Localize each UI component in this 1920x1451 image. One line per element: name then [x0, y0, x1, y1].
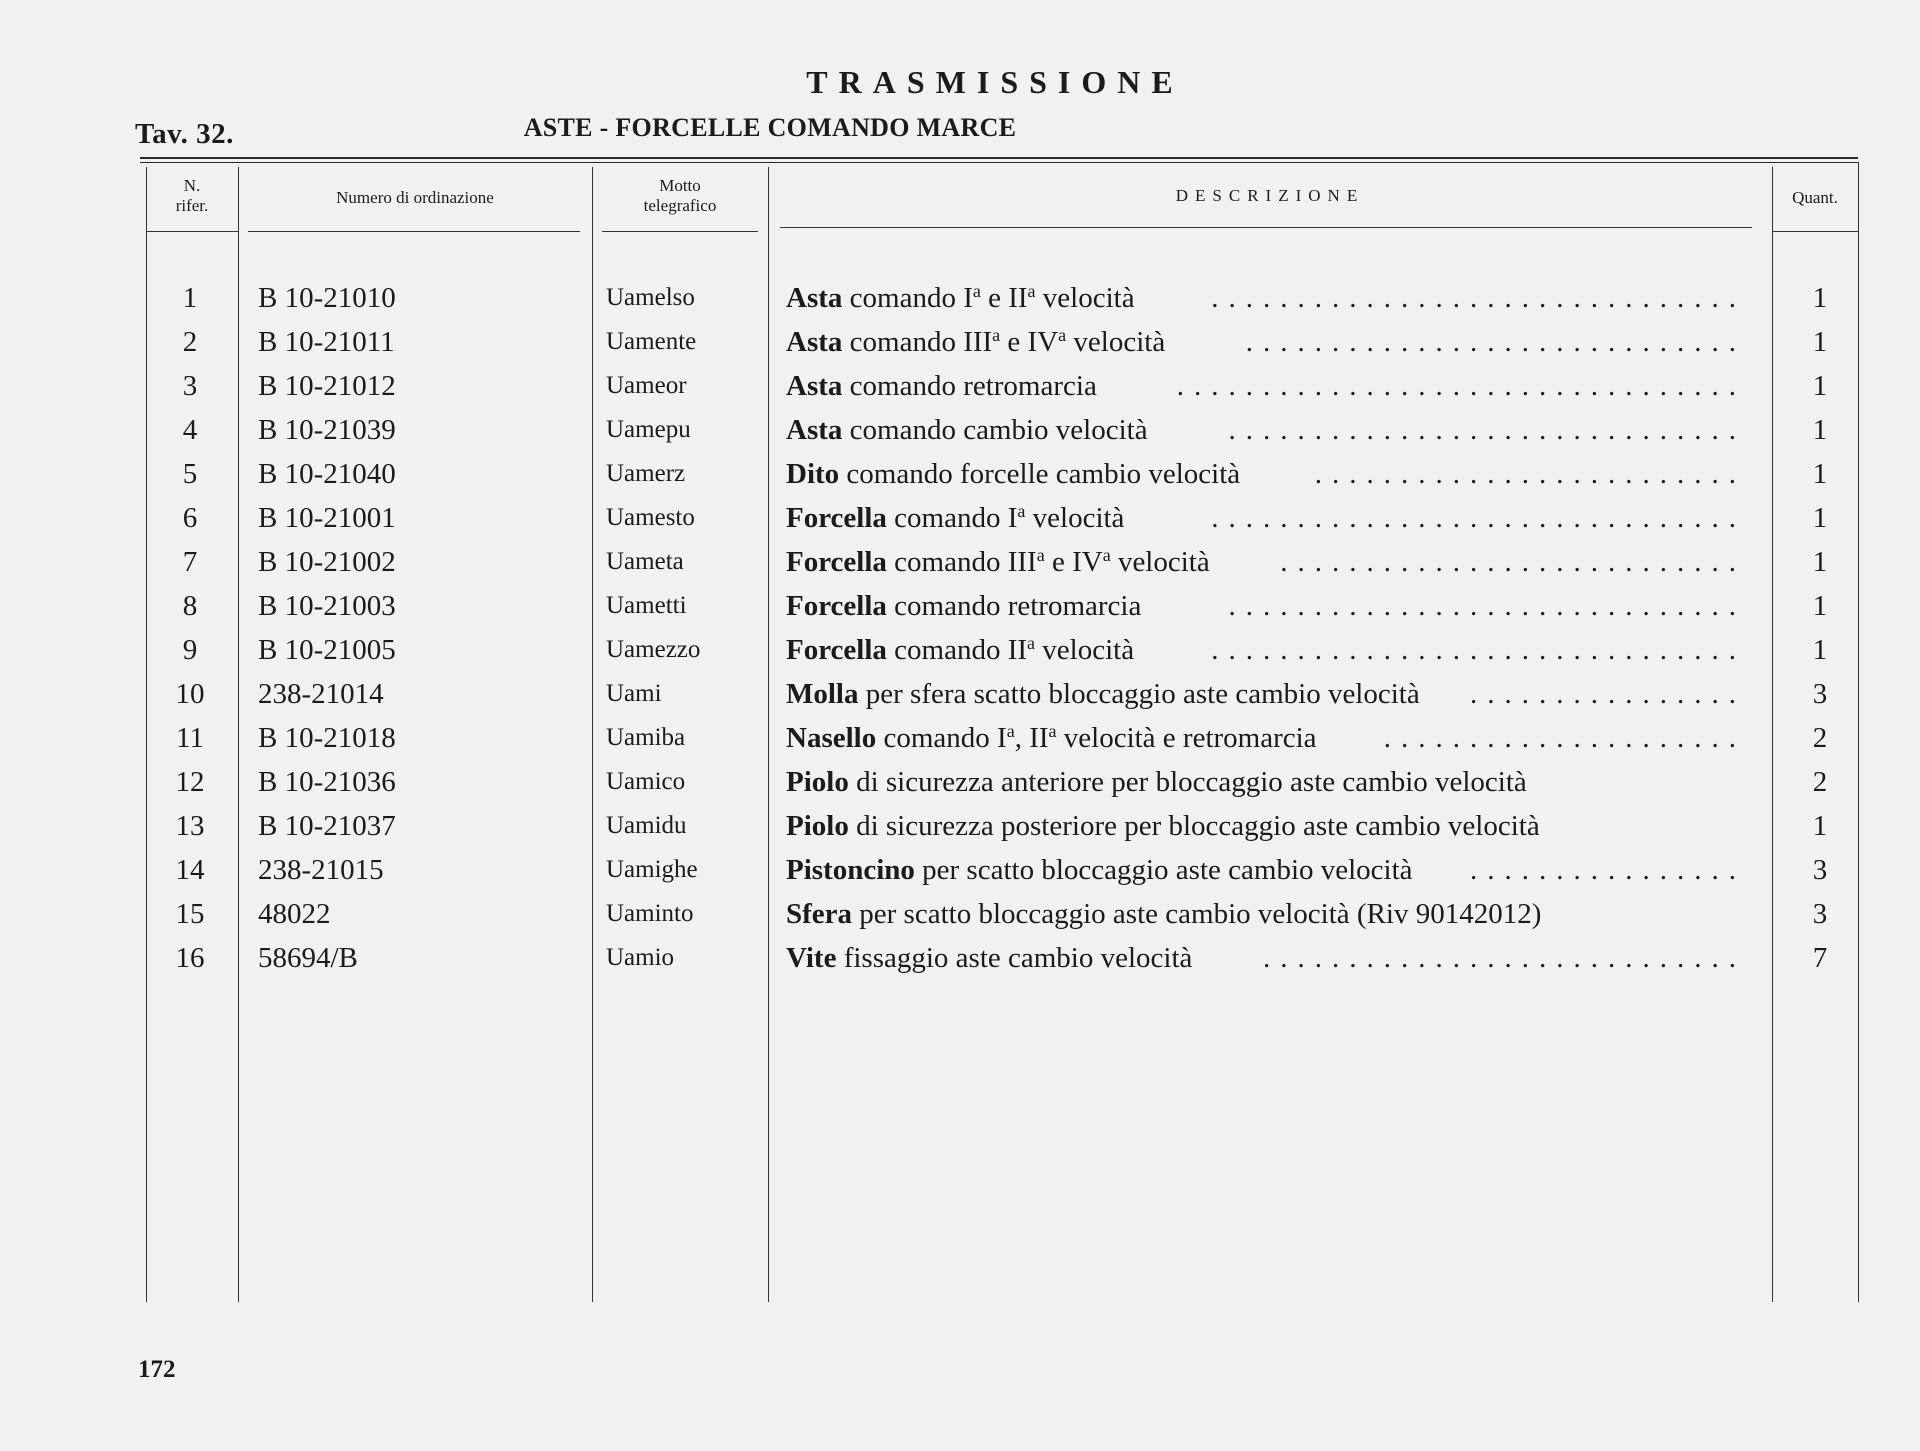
telegraphic-code: Uaminto: [606, 900, 694, 927]
quantity: 1: [1812, 458, 1828, 490]
description: [786, 408, 1746, 452]
dot-leader: ..............................: [1219, 408, 1747, 452]
telegraphic-code: Uamidu: [606, 812, 687, 839]
telegraphic-code: Uamepu: [606, 416, 691, 443]
quantity: 3: [1812, 678, 1828, 710]
header-motto-line2: telegrafico: [643, 196, 717, 215]
order-number: B 10-21005: [258, 634, 396, 666]
table-row: [0, 540, 1920, 584]
header-ref-line1: N.: [183, 176, 201, 195]
description-text: velocità: [1035, 282, 1135, 314]
description-superscript: a: [1006, 721, 1015, 741]
description: [786, 364, 1746, 408]
telegraphic-code: Uamico: [606, 768, 686, 795]
header-rule-top: [140, 157, 1858, 159]
plate-label: Tav. 32.: [135, 118, 234, 150]
ref-number: 15: [175, 898, 205, 930]
telegraphic-code: Uamente: [606, 328, 697, 355]
description: [786, 804, 1746, 848]
ref-number: 9: [182, 634, 198, 666]
order-number: B 10-21012: [258, 370, 396, 402]
quantity: 1: [1812, 590, 1828, 622]
description-part-name: Asta: [786, 414, 843, 446]
header-description: DESCRIZIONE: [1175, 186, 1365, 205]
header-underline: [248, 231, 580, 232]
description-text: comando I: [876, 722, 1007, 754]
description-part-name: Asta: [786, 282, 843, 314]
order-number: B 10-21010: [258, 282, 396, 314]
telegraphic-code: Uamesto: [606, 504, 695, 531]
order-number: 58694/B: [258, 942, 358, 974]
header-ref-line2: rifer.: [175, 196, 209, 215]
page-title: TRASMISSIONE: [806, 64, 1184, 100]
dot-leader: ...............................: [1201, 628, 1746, 672]
ref-number: 12: [175, 766, 205, 798]
quantity: 1: [1812, 414, 1828, 446]
description-text: velocità: [1110, 546, 1210, 578]
dot-leader: .................................: [1167, 364, 1746, 408]
description-text: comando II: [886, 634, 1028, 666]
description-text: comando retromarcia: [886, 590, 1142, 622]
header-quantity: Quant.: [1792, 188, 1838, 207]
quantity: 1: [1812, 282, 1828, 314]
description-part-name: Forcella: [786, 546, 887, 578]
table-row: [0, 408, 1920, 452]
header-motto: [592, 176, 768, 216]
quantity: 1: [1812, 634, 1828, 666]
description: [786, 496, 1746, 540]
header-underline: [1772, 231, 1858, 232]
order-number: 238-21014: [258, 678, 384, 710]
description-text: fissaggio aste cambio velocità: [836, 942, 1193, 974]
description-superscript: a: [1027, 281, 1036, 301]
dot-leader: ............................: [1253, 936, 1746, 980]
page-number: 172: [138, 1356, 176, 1383]
description: [786, 452, 1746, 496]
quantity: 1: [1812, 370, 1828, 402]
ref-number: 8: [182, 590, 198, 622]
order-number: B 10-21037: [258, 810, 396, 842]
telegraphic-code: Uamiba: [606, 724, 686, 751]
description-part-name: Forcella: [786, 634, 887, 666]
table-row: [0, 584, 1920, 628]
header-underline: [602, 231, 758, 232]
description-superscript: a: [992, 325, 1001, 345]
telegraphic-code: Uametti: [606, 592, 687, 619]
description-superscript: a: [1102, 545, 1111, 565]
telegraphic-code: Uameta: [606, 548, 684, 575]
quantity: 2: [1812, 722, 1828, 754]
table-row: [0, 760, 1920, 804]
description: [786, 936, 1746, 980]
description-part-name: Piolo: [786, 766, 849, 798]
table-row: [0, 452, 1920, 496]
description-part-name: Vite: [786, 942, 837, 974]
dot-leader: ................: [1460, 848, 1746, 892]
table-row: [0, 496, 1920, 540]
table-row: [0, 804, 1920, 848]
telegraphic-code: Uami: [606, 680, 662, 707]
description: [786, 320, 1746, 364]
description-part-name: Dito: [786, 458, 840, 490]
ref-number: 6: [182, 502, 198, 534]
description-text: e II: [980, 282, 1028, 314]
description-text: per scatto bloccaggio aste cambio velocità (Riv 90142012): [852, 898, 1542, 930]
table-row: [0, 936, 1920, 980]
table-row: [0, 892, 1920, 936]
description-part-name: Asta: [786, 326, 843, 358]
header-order-number: Numero di ordinazione: [336, 188, 494, 207]
description-text: e IV: [1044, 546, 1103, 578]
table-row: [0, 276, 1920, 320]
order-number: B 10-21003: [258, 590, 396, 622]
description-superscript: a: [1017, 501, 1026, 521]
telegraphic-code: Uamerz: [606, 460, 686, 487]
description: [786, 716, 1746, 760]
description: [786, 672, 1746, 716]
description-text: velocità: [1066, 326, 1166, 358]
table-row: [0, 716, 1920, 760]
page-subtitle: ASTE - FORCELLE COMANDO MARCE: [523, 113, 1017, 142]
order-number: 238-21015: [258, 854, 384, 886]
description-text: comando cambio velocità: [842, 414, 1148, 446]
order-number: B 10-21039: [258, 414, 396, 446]
quantity: 1: [1812, 546, 1828, 578]
description-text: di sicurezza posteriore per bloccaggio aste cambio velocità: [848, 810, 1540, 842]
description: [786, 848, 1746, 892]
header-ref: [146, 176, 238, 216]
description-text: comando I: [886, 502, 1018, 534]
description: [786, 628, 1746, 672]
description-text: comando forcelle cambio velocità: [839, 458, 1241, 490]
description-part-name: Sfera: [786, 898, 853, 930]
description-text: comando III: [886, 546, 1037, 578]
ref-number: 7: [182, 546, 198, 578]
telegraphic-code: Uamio: [606, 944, 675, 971]
ref-number: 10: [175, 678, 205, 710]
description-superscript: a: [1036, 545, 1045, 565]
ref-number: 16: [175, 942, 205, 974]
description-part-name: Piolo: [786, 810, 849, 842]
telegraphic-code: Uamelso: [606, 284, 695, 311]
dot-leader: ...............................: [1201, 496, 1746, 540]
table-row: [0, 672, 1920, 716]
ref-number: 11: [176, 722, 204, 754]
order-number: 48022: [258, 898, 331, 930]
description-text: comando retromarcia: [842, 370, 1097, 402]
ref-number: 4: [182, 414, 198, 446]
dot-leader: ................: [1460, 672, 1746, 716]
order-number: B 10-21036: [258, 766, 396, 798]
ref-number: 1: [182, 282, 198, 314]
header-motto-line1: Motto: [659, 176, 701, 195]
description-part-name: Molla: [786, 678, 859, 710]
description-text: velocità: [1025, 502, 1125, 534]
description-part-name: Forcella: [786, 502, 887, 534]
description-part-name: Nasello: [786, 722, 877, 754]
telegraphic-code: Uameor: [606, 372, 687, 399]
telegraphic-code: Uamezzo: [606, 636, 701, 663]
description-text: per scatto bloccaggio aste cambio velocità: [914, 854, 1413, 886]
description-part-name: Forcella: [786, 590, 887, 622]
table-row: [0, 364, 1920, 408]
description: [786, 892, 1746, 936]
ref-number: 5: [182, 458, 198, 490]
description-superscript: a: [1048, 721, 1057, 741]
description-text: velocità e retromarcia: [1056, 722, 1317, 754]
telegraphic-code: Uamighe: [606, 856, 698, 883]
description: [786, 276, 1746, 320]
description-text: comando III: [842, 326, 993, 358]
order-number: B 10-21002: [258, 546, 396, 578]
description-text: , II: [1014, 722, 1049, 754]
order-number: B 10-21018: [258, 722, 396, 754]
dot-leader: ...............................: [1201, 276, 1746, 320]
quantity: 1: [1812, 502, 1828, 534]
quantity: 1: [1812, 326, 1828, 358]
quantity: 3: [1812, 854, 1828, 886]
quantity: 7: [1812, 942, 1828, 974]
dot-leader: .....................: [1374, 716, 1746, 760]
ref-number: 2: [182, 326, 198, 358]
order-number: B 10-21011: [258, 326, 395, 358]
table-row: [0, 628, 1920, 672]
ref-number: 13: [175, 810, 205, 842]
dot-leader: .............................: [1236, 320, 1746, 364]
table-row: [0, 848, 1920, 892]
order-number: B 10-21001: [258, 502, 396, 534]
dot-leader: .........................: [1305, 452, 1746, 496]
ref-number: 3: [182, 370, 198, 402]
description-text: e IV: [1000, 326, 1059, 358]
description-superscript: a: [972, 281, 981, 301]
dot-leader: ...........................: [1270, 540, 1746, 584]
description-text: di sicurezza anteriore per bloccaggio aste cambio velocità: [848, 766, 1527, 798]
description-superscript: a: [1027, 633, 1036, 653]
description-text: comando I: [842, 282, 973, 314]
quantity: 3: [1812, 898, 1828, 930]
quantity: 2: [1812, 766, 1828, 798]
quantity: 1: [1812, 810, 1828, 842]
description-part-name: Asta: [786, 370, 843, 402]
description: [786, 540, 1746, 584]
dot-leader: ..............................: [1219, 584, 1747, 628]
header-rule-second: [140, 162, 1858, 163]
header-underline: [146, 231, 238, 232]
description-part-name: Pistoncino: [786, 854, 915, 886]
table-row: [0, 320, 1920, 364]
ref-number: 14: [175, 854, 205, 886]
description-text: velocità: [1035, 634, 1135, 666]
header-underline: [780, 227, 1752, 228]
description: [786, 760, 1746, 804]
order-number: B 10-21040: [258, 458, 396, 490]
description: [786, 584, 1746, 628]
description-text: per sfera scatto bloccaggio aste cambio velocità: [858, 678, 1420, 710]
description-superscript: a: [1058, 325, 1067, 345]
